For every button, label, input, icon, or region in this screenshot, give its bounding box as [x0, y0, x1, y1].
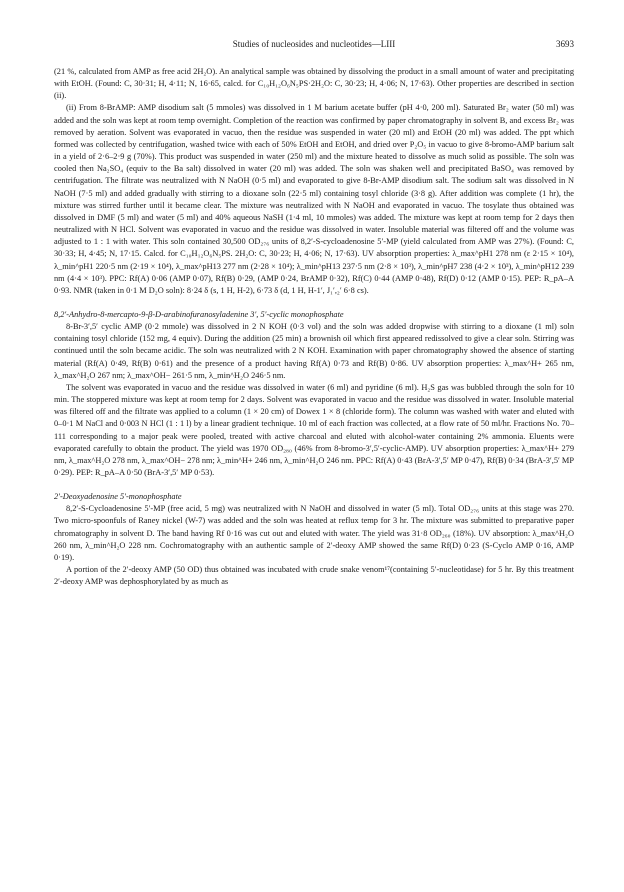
section-heading-cyclic-monophosphate: 8,2′-Anhydro-8-mercapto-9-β-D-arabinofuranosyladenine 3′, 5′-cyclic monophosphate — [54, 309, 344, 319]
paragraph-cyclic-2: The solvent was evaporated in vacuo and the residue was dissolved in water (6 ml) and pyridine (6 ml). H₂S gas was bubbled through the soln for 10 min. The stoppered mixture was kept at room temp for 2 days. Solvent was evaporated in vacuo and the residue was dissolved in water. Insoluble material was filtered off and the filtrate was applied to a column (1 × 20 cm) of Dowex 1 × 8 (chloride form). The column was washed with water and eluted with 0–0·1 M NaCl and 0·003 N HCl (1 : 1 l) by a linear gradient technique. 10 ml of each fraction was collected, at a flow rate of 50 ml/hr. Fractions No. 70–111 corresponding to a major peak were pooled, treated with active charcoal and eluted with alcohol-water containing 2% ammonia. Eluents were evaporated carefully to obtain the product. The yield was 1970 OD₂₈₀ (46% from 8-bromo-3′,5′-cyclic-AMP). UV absorption properties: λ_max^H+ 279 nm, λ_max^H₂O 278 nm, λ_max^OH− 278 nm; λ_min^H+ 246 nm, λ_min^H₂O 246 nm. PPC: Rf(A) 0·43 (BrA-3′,5′ MP 0·47), Rf(B) 0·34 (BrA-3′,5′ MP 0·29). PEP: R_pA–A 0·50 (BrA-3′,5′ MP 0·53). — [54, 382, 574, 477]
paragraph-continued: (21 %, calculated from AMP as free acid 2H₂O). An analytical sample was obtained by dissolving the product in a small amount of water and precipitating with EtOH. (Found: C, 30·31; H, 4·11; N, 16·65, calcd. for C₁₀H₁₂O₆N₅PS·2H₂O: C, 30·23; H, 4·06; N, 17·63). Other properties are described in section (ii). — [54, 67, 574, 101]
page-number: 3693 — [556, 39, 574, 49]
paragraph-method-ii: (ii) From 8-BrAMP: AMP disodium salt (5 mmoles) was dissolved in 1 M barium acetate buffer (pH 4·0, 200 ml). Saturated Br₂ water (50 ml) was added and the soln was kept at room temp overnight. Completion of the reaction was confirmed by paper chromatography in solvent B, and excess Br₂ was removed by aeration. Solvent was evaporated in vacuo, then the residue was suspended in water (20 ml) and EtOH (20 ml) was added. The ppt which formed was collected by centrifugation, washed twice with each of 50% EtOH and EtOH, and dried over P₂O₅ in vacuo to give 8-bromo-AMP barium salt in a yield of 2·6–2·9 g (70%). This product was suspended in water (250 ml) and the mixture heated to dissolve as much solid as possible. The soln was cooled then Na₂SO₄ (equiv to the Ba salt) dissolved in water (20 ml) was added. The soln was shaken well and precipitated BaSO₄ was removed by centrifugation. The filtrate was neutralized with N NaOH (0·5 ml) and evaporated to give 8-Br-AMP disodium salt. The sodium salt was dissolved in N NaOH (7·5 ml) and added gradually with stirring to a dioxane soln (22·5 ml) containing tosyl chloride (3·8 g). After addition was complete (1 hr), the mixture was stirred further until it became clear. The mixture was neutralized with N NaOH and evaporated in vacuo. The tosylate thus obtained was dissolved in DMF (5 ml) and water (5 ml) and 40% aqueous NaSH (1·4 ml, 10 mmoles) was added. The mixture was kept at room temp for 2 days then neutralized with N HCl. Solvent was evaporated in vacuo and the residue was dissolved in water. Insoluble material was filtered off and the volume was adjusted to 1 : 1 with water. This soln contained 30,500 OD₂₇₆ units of 8,2′-S-cycloadenosine 5′-MP (yield calculated from AMP was 27%). (Found: C, 30·33; H, 4·45; N, 17·15. Calcd. for C₁₀H₁₂O₆N₅PS. 2H₂O: C, 30·23; H, 4·06; N, 17·63). UV absorption properties: λ_max^pH1 278 nm (ε 2·15 × 10⁴), λ_min^pH1 220·5 nm (2·19 × 10⁴), λ_max^pH13 277 nm (2·28 × 10⁴); λ_min^pH13 237·5 nm (2·8 × 10³), λ_min^pH7 238 (4·2 × 10³), λ_min^pH12 239 nm (4·4 × 10³). PPC: Rf(A) 0·06 (AMP 0·07), Rf(B) 0·29, (AMP 0·24, BrAMP 0·32), Rf(C) 0·44 (AMP 0·48), Rf(D) 0·12 (AMP 0·15). PEP: R_pA–A 0·93. NMR (taken in 0·1 M D₂O soln): 8·24 δ (s, 1 H, H-2), 6·73 δ (d, 1 H, H-1′, J₁′,₂′ 6·8 cs). — [54, 103, 574, 295]
document-page — [54, 38, 574, 588]
running-title: Studies of nucleosides and nucleotides—LIII — [232, 39, 396, 49]
paragraph-deoxy-1: 8,2′-S-Cycloadenosine 5′-MP (free acid, 5 mg) was neutralized with N NaOH and dissolved in water (5 ml). Total OD₂₇₆ units at this stage was 270. Two micro-spoonfuls of Raney nickel (W-7) was added and the soln was heated at reflux temp for 3 hr. The mixture was submitted to preparative paper chromatography in solvent D. The band having Rf 0·16 was cut out and eluted with water. The yield was 31·8 OD₂₆₀ (18%). UV absorption: λ_max^H₂O 260 nm, λ_min^H₂O 228 nm. Cochromatography with an authentic sample of 2′-deoxy AMP showed the same Rf(D) 0·23 (S-Cyclo AMP 0·16, AMP 0·19). — [54, 504, 574, 562]
page-header — [54, 38, 574, 52]
section-heading-deoxyadenosine: 2′-Deoxyadenosine 5′-monophosphate — [54, 492, 182, 502]
paragraph-deoxy-2: A portion of the 2′-deoxy AMP (50 OD) thus obtained was incubated with crude snake venom¹⁷(containing 5′-nucleotidase) for 5 hr. By this treatment 2′-deoxy AMP was dephosphorylated by as much as — [54, 565, 574, 587]
paragraph-cyclic-1: 8-Br-3′,5′ cyclic AMP (0·2 mmole) was dissolved in 2 N KOH (0·3 vol) and the soln was added dropwise with stirring to a dioxane (1 ml) soln containing tosyl chloride (152 mg, 4 equiv). During the addition (25 min) a brownish oil which first appeared redissolved to give a clear soln. Stirring was continued until the soln became acidic. The soln was neutralized with 2 N KOH. Examination with paper chromatography showed the absence of starting material (Rf(A) 0·49, Rf(B) 0·61) and the presence of a product having Rf(A) 0·73 and Rf(B) 0·86. UV absorption properties: λ_max^H+ 265 nm, λ_max^H₂O 267 nm; λ_max^OH− 261·5 nm, λ_min^H₂O 246·5 nm. — [54, 322, 574, 380]
